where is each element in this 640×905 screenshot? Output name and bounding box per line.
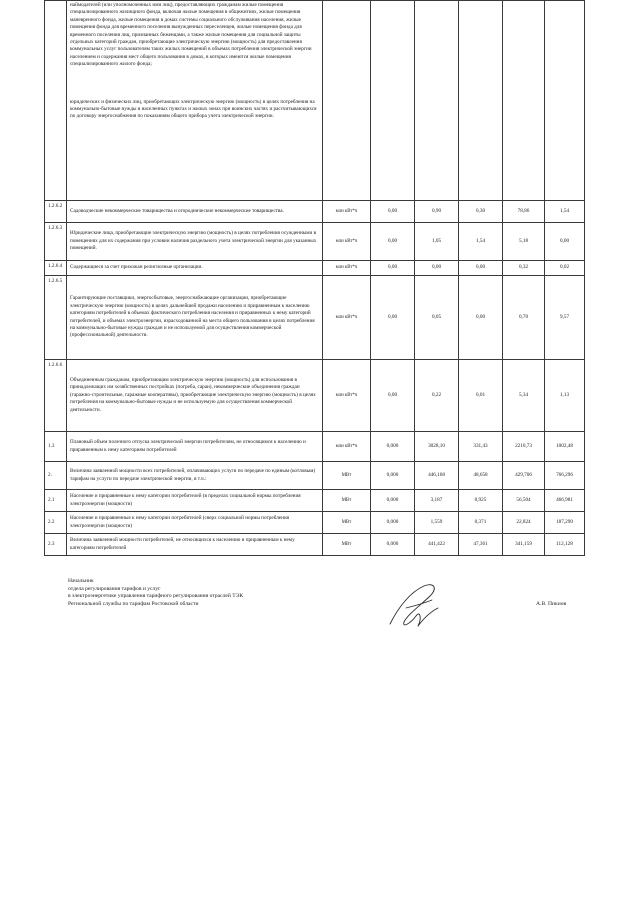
row-number: 1.3	[45, 432, 67, 462]
row-value: 56,504	[503, 490, 545, 512]
row-value: 0,05	[415, 276, 459, 360]
signer-position-line: Региональной службы по тарифам Ростовской области	[68, 600, 199, 607]
row-value: 0,00	[371, 276, 415, 360]
table-row	[45, 223, 585, 261]
row-value: 2210,73	[503, 432, 545, 462]
row-value	[503, 1, 545, 201]
row-value: 0,925	[459, 490, 503, 512]
row-value: 466,981	[545, 490, 585, 512]
row-number: 1.2.6.3	[45, 223, 67, 261]
row-value: 0,000	[371, 432, 415, 462]
table-row	[45, 1, 585, 201]
row-value: 0,02	[545, 261, 585, 276]
table-row	[45, 261, 585, 276]
row-unit: млн кВт*ч	[323, 360, 371, 432]
table-row	[45, 462, 585, 490]
row-unit: МВт	[323, 512, 371, 534]
table-row	[45, 201, 585, 223]
row-value: 5,34	[503, 360, 545, 432]
row-value: 0,000	[371, 534, 415, 556]
row-value	[545, 1, 585, 201]
row-value: 0,00	[415, 261, 459, 276]
tariff-table	[44, 0, 585, 556]
row-value: 766,296	[545, 462, 585, 490]
row-value: 1,559	[415, 512, 459, 534]
row-value: 0,22	[415, 360, 459, 432]
row-description: Содержащиеся за счет прихожан религиозные организации.	[67, 261, 323, 276]
row-value: 0,000	[371, 462, 415, 490]
row-value: 1,13	[545, 360, 585, 432]
row-description: Величина заявленной мощности потребителей, не относящихся к населению и приравненным к нему категориям потребителей	[67, 534, 323, 556]
signature-block	[68, 578, 588, 638]
row-unit	[323, 1, 371, 201]
row-value: 0,30	[459, 201, 503, 223]
row-description: Садоводческие некоммерческие товарищества и огороднические некоммерческие товарищества.	[67, 201, 323, 223]
row-value: 3028,10	[415, 432, 459, 462]
row-description: Население и приравненные к нему категории потребителей (сверх социальной нормы потребления электроэнергии (мощности)	[67, 512, 323, 534]
row-unit: млн кВт*ч	[323, 261, 371, 276]
row-value: 48,658	[459, 462, 503, 490]
row-value: 22,824	[503, 512, 545, 534]
row-number: 1.2.6.2	[45, 201, 67, 223]
row-number	[45, 1, 67, 201]
row-value: 1,05	[415, 223, 459, 261]
signer-position-line: в электроэнергетике управления тарифного регулирования отраслей ТЭК	[68, 593, 244, 600]
row-value: 441,422	[415, 534, 459, 556]
row-unit: млн кВт*ч	[323, 276, 371, 360]
row-value	[415, 1, 459, 201]
handwritten-signature	[384, 578, 444, 634]
row-unit: МВт	[323, 490, 371, 512]
row-value: 429,706	[503, 462, 545, 490]
row-description	[67, 1, 323, 201]
row-value: 0,70	[503, 276, 545, 360]
signer-name: А.В. Пикиов	[536, 601, 567, 607]
signer-position-line: Начальник	[68, 578, 94, 584]
row-value: 0,90	[415, 201, 459, 223]
row-value	[371, 1, 415, 201]
table-row	[45, 360, 585, 432]
row-unit: млн кВт*ч	[323, 432, 371, 462]
row-description: Юридические лица, приобретающие электрическую энергию (мощность) в целях потребления осужденными в помещениях для их содержания при условии наличия раздельного учета электрической энергии для указанных помещений.	[67, 223, 323, 261]
row-description: Величина заявленной мощности всех потребителей, оплачивающих услуги по передаче по единым (котловым) тарифам на услуги по передаче электрической энергии, в т.ч.:	[67, 462, 323, 490]
row-value: 9,57	[545, 276, 585, 360]
table-row	[45, 276, 585, 360]
row-value: 0,000	[371, 490, 415, 512]
row-unit: МВт	[323, 462, 371, 490]
table-row	[45, 432, 585, 462]
row-value	[459, 1, 503, 201]
row-description: Плановый объем полезного отпуска электрической энергии потребителям, не относящимся к населению и приравненным к нему категориям потребителей	[67, 432, 323, 462]
row-number: 2.	[45, 462, 67, 490]
row-unit: млн кВт*ч	[323, 223, 371, 261]
row-number: 2.2	[45, 512, 67, 534]
row-value: 1002,48	[545, 432, 585, 462]
row-value: 0,00	[371, 360, 415, 432]
table-row	[45, 534, 585, 556]
row-number: 2.3	[45, 534, 67, 556]
signer-position-line: отдела регулирования тарифов и услуг	[68, 585, 161, 592]
table-row	[45, 490, 585, 512]
row-value: 0,00	[371, 201, 415, 223]
row-value: 112,128	[545, 534, 585, 556]
row-description: Гарантирующие поставщики, энергосбытовые, энергоснабжающие организации, приобретающие электрическую энергию (мощность) в целях дальнейшей продажи населению и приравненным к населению категориям потребителей в объемах фактического потребления населения и приравненных к нему категорий потребителей, и объемах электроэнергии, израсходованной на места общего пользования в целях потребления на коммунально-бытовые нужды граждан и не используемой для осуществления коммерческой (профессиональной) деятельности.	[67, 276, 323, 360]
row-value: 1,54	[545, 201, 585, 223]
row-value: 0,00	[545, 223, 585, 261]
row-number: 1.2.6.5	[45, 276, 67, 360]
row-unit: МВт	[323, 534, 371, 556]
row-description-text-continued: юридических и физических лиц, приобретающих электрическую энергию (мощность) в целях потребления на коммунально-бытовые нужды в населенных пунктах и жилых зонах при воинских частях и рассчитывающихся по договору энергоснабжения по показаниям общего прибора учета электрической энергии.	[70, 98, 317, 120]
row-value: 5,18	[503, 223, 545, 261]
row-value: 0,371	[459, 512, 503, 534]
row-value: 0,00	[459, 261, 503, 276]
row-value: 0,01	[459, 360, 503, 432]
row-value: 47,361	[459, 534, 503, 556]
row-value: 187,290	[545, 512, 585, 534]
row-value: 341,159	[503, 534, 545, 556]
row-value: 1,54	[459, 223, 503, 261]
row-value: 0,32	[503, 261, 545, 276]
row-value: 78,86	[503, 201, 545, 223]
row-description: Объединенным гражданам, приобретающим электрическую энергию (мощность) для использования в принадлежащих им хозяйственных постройках (погреба, сараи), некоммерческие объединения граждан (гаражно-строительные, гаражные кооперативы), приобретающие электрическую энергию (мощность) в целях потребления на коммунально-бытовые нужды и не используемую для осуществления коммерческой деятельности.	[67, 360, 323, 432]
row-value: 446,168	[415, 462, 459, 490]
row-value: 3,187	[415, 490, 459, 512]
row-number: 1.2.6.6	[45, 360, 67, 432]
row-description: Население и приравненные к нему категории потребителей (в пределах социальной нормы потребления электроэнергии (мощности)	[67, 490, 323, 512]
row-description-text: наймодателей (или уполномоченных ими лиц), предоставляющих гражданам жилые помещения специализированного жилищного фонда, включая жилые помещения в общежитиях, жилые помещения маневренного фонда, жилые помещения в домах системы социального обслуживания населения, жилые помещения фонда для временного поселения вынужденных переселенцев, жилые помещения фонда для временного поселения лиц, признанных беженцами, а также жилые помещения для социальной защиты отдельных категорий граждан, приобретающие электрическую энергию (мощность) для предоставления коммунальных услуг пользователям таких жилых помещений в объемах потребления электрической энергии населением и содержания мест общего пользования в домах, в которых имеются жилые помещения специализированного жилого фонда;	[70, 2, 312, 68]
row-value: 0,00	[371, 223, 415, 261]
row-number: 1.2.6.4	[45, 261, 67, 276]
row-number: 2.1	[45, 490, 67, 512]
table-row	[45, 512, 585, 534]
row-unit: млн кВт*ч	[323, 201, 371, 223]
row-value: 331,43	[459, 432, 503, 462]
row-value: 0,00	[459, 276, 503, 360]
row-value: 0,00	[371, 261, 415, 276]
row-value: 0,000	[371, 512, 415, 534]
